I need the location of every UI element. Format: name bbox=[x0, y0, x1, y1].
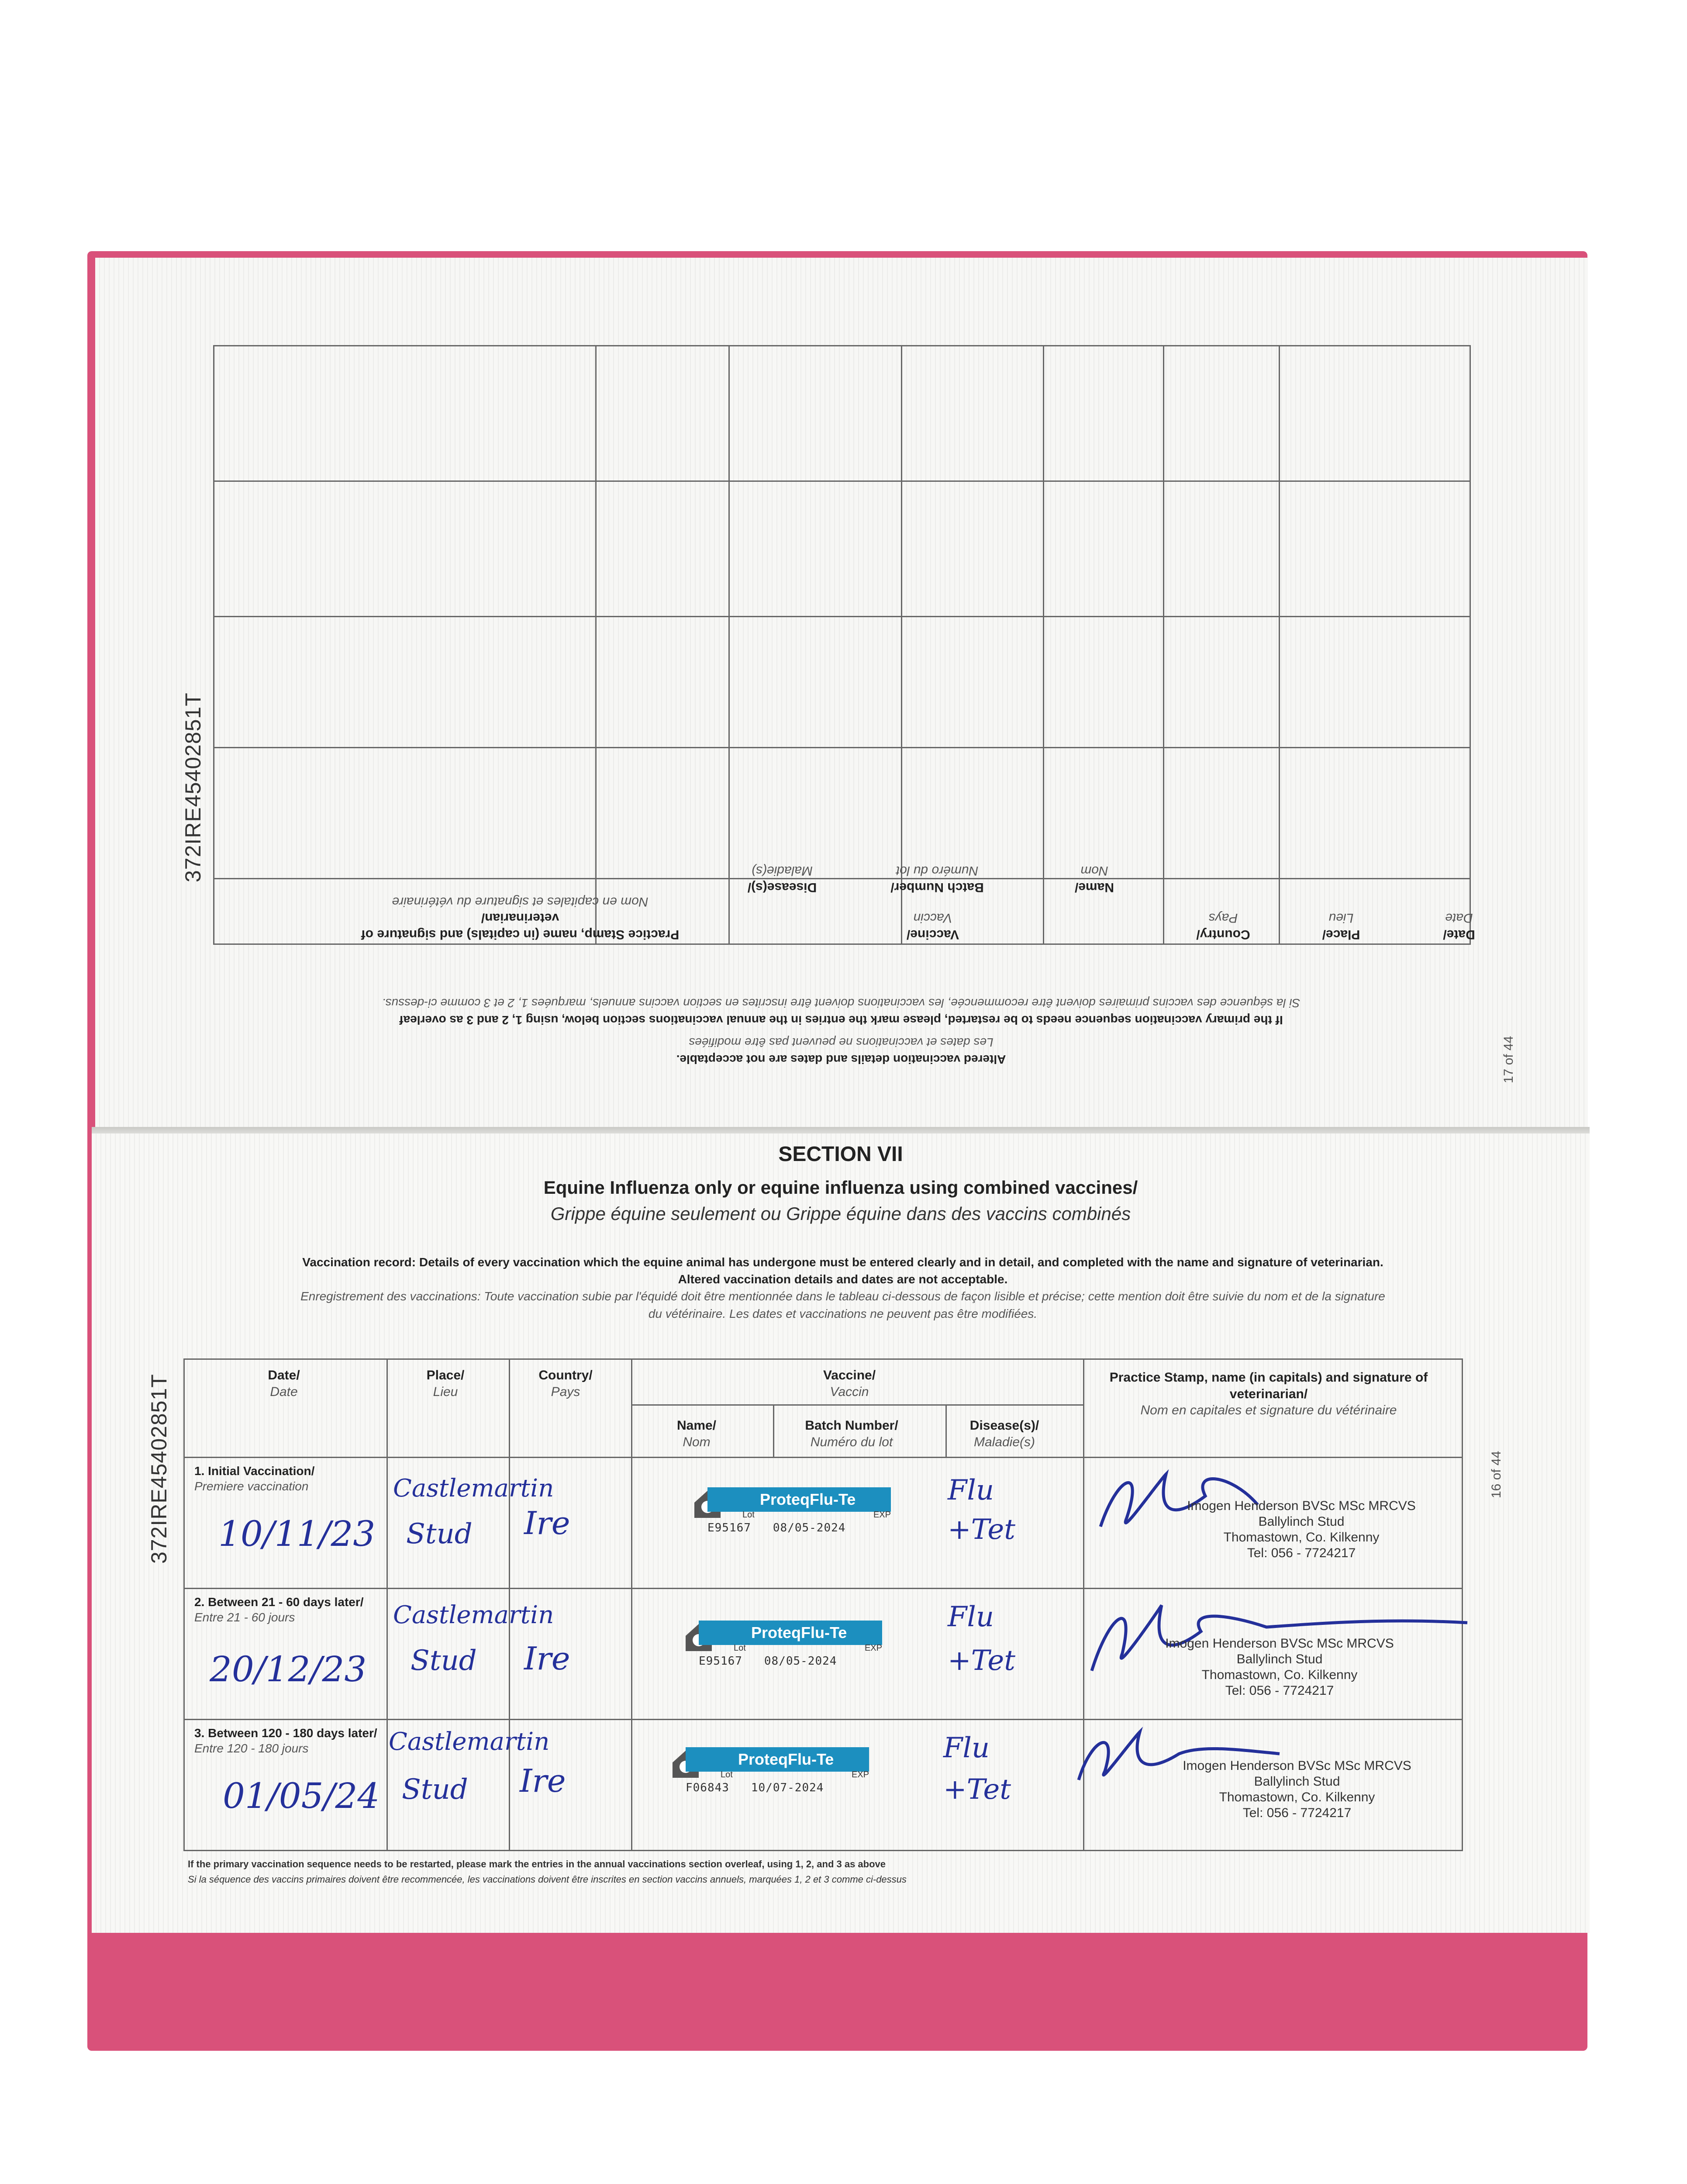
record-note-fr-1: Enregistrement des vaccinations: Toute vaccination subie par l'équidé doit être mentionnée dans le tableau ci-dessous de façon lisible et précise; cette mention doit être suivie du nom et de la signature bbox=[300, 1289, 1385, 1303]
upper-place-header bbox=[1287, 910, 1396, 943]
vet-town: Thomastown, Co. Kilkenny bbox=[1201, 1668, 1358, 1682]
disease-header bbox=[937, 1417, 1072, 1450]
disease-handwritten-2: +Tet bbox=[948, 1514, 1015, 1546]
vaccine-header bbox=[627, 1367, 1072, 1400]
upper-batch-label-fr: Numéro du lot bbox=[896, 864, 979, 878]
disease-handwritten: Flu bbox=[948, 1474, 994, 1507]
vet-stamp bbox=[1135, 1498, 1467, 1561]
vaccination-date: 01/05/24 bbox=[223, 1776, 380, 1816]
place-handwritten-2: Stud bbox=[402, 1773, 468, 1806]
batch-label-fr: Numéro du lot bbox=[810, 1434, 893, 1449]
upper-vaccine-label-fr: Vaccin bbox=[913, 911, 952, 926]
vet-name: Imogen Henderson BVSc MSc MRCVS bbox=[1183, 1759, 1411, 1773]
date-header bbox=[183, 1367, 384, 1400]
section-heading: SECTION VII bbox=[778, 1143, 903, 1166]
row-label-fr: Entre 120 - 180 jours bbox=[194, 1742, 309, 1755]
vaccination-date: 10/11/23 bbox=[218, 1514, 376, 1554]
country-handwritten: Ire bbox=[520, 1762, 566, 1799]
row-label-en: 3. Between 120 - 180 days later/ bbox=[194, 1726, 377, 1740]
vet-stud: Ballylinch Stud bbox=[1254, 1774, 1340, 1789]
upper-altered-note-en: Altered vaccination details and dates are not acceptable. bbox=[676, 1053, 1006, 1066]
upper-disease-label: Disease(s)/ bbox=[747, 880, 817, 895]
row-label-en: 2. Between 21 - 60 days later/ bbox=[194, 1595, 364, 1609]
batch-number: F06843 bbox=[686, 1781, 729, 1794]
name-label-fr: Nom bbox=[683, 1434, 711, 1449]
vet-stud: Ballylinch Stud bbox=[1258, 1514, 1345, 1529]
place-handwritten: Castlemartin bbox=[393, 1474, 554, 1503]
upper-date-header bbox=[1404, 910, 1514, 943]
sticker-batch-expiry bbox=[699, 1655, 882, 1668]
name-label: Name/ bbox=[676, 1418, 717, 1433]
sticker-exp-label: EXP bbox=[864, 1643, 882, 1653]
sticker-lot-label: Lot bbox=[734, 1643, 746, 1653]
disease-handwritten: Flu bbox=[948, 1601, 994, 1633]
upper-restart-note-fr: Si la séquence des vaccins primaires doivent être recommencée, les vaccinations doivent être inscrites en section vaccins annuels, marquées 1, 2 et 3 comme ci-dessus. bbox=[382, 996, 1301, 1010]
upper-restart-note-en: If the primary vaccination sequence needs to be restarted, please mark the entries in the annual vaccinations section below, using 1, 2 and 3 as overleaf bbox=[399, 1013, 1283, 1027]
upper-place-label-fr: Lieu bbox=[1328, 911, 1354, 926]
upper-name-label: Name/ bbox=[1074, 880, 1114, 895]
upper-batch-label: Batch Number/ bbox=[890, 880, 984, 895]
vet-tel: Tel: 056 - 7724217 bbox=[1247, 1546, 1356, 1560]
vet-name: Imogen Henderson BVSc MSc MRCVS bbox=[1165, 1636, 1394, 1651]
vet-stamp bbox=[1114, 1636, 1446, 1699]
upper-restart-note bbox=[208, 995, 1474, 1029]
vaccine-label-fr: Vaccin bbox=[830, 1384, 869, 1399]
place-handwritten-2: Stud bbox=[411, 1645, 477, 1677]
stamp-label-fr: Nom en capitales et signature du vétérinaire bbox=[1140, 1403, 1397, 1417]
upper-country-label-fr: Pays bbox=[1208, 911, 1238, 926]
place-header bbox=[386, 1367, 504, 1400]
upper-vaccine-header bbox=[714, 910, 1151, 943]
expiry-date: 08/05-2024 bbox=[773, 1521, 846, 1534]
vet-stamp bbox=[1131, 1758, 1463, 1821]
place-handwritten: Castlemartin bbox=[389, 1728, 550, 1756]
upper-page-inverted-text bbox=[95, 258, 1588, 1131]
sticker-brand: ProteqFlu-Te bbox=[699, 1621, 882, 1645]
section-title: Equine Influenza only or equine influenza using combined vaccines/ bbox=[543, 1177, 1138, 1198]
country-header bbox=[507, 1367, 624, 1400]
name-header bbox=[627, 1417, 766, 1450]
upper-country-header bbox=[1164, 910, 1282, 943]
expiry-date: 08/05-2024 bbox=[764, 1655, 837, 1668]
batch-label: Batch Number/ bbox=[805, 1418, 898, 1433]
vet-town: Thomastown, Co. Kilkenny bbox=[1223, 1530, 1380, 1545]
footer-note-fr: Si la séquence des vaccins primaires doivent être recommencée, les vaccinations doivent être inscrites en section vaccins annuels, marquées 1, 2 et 3 comme ci-dessus bbox=[188, 1874, 907, 1885]
country-label: Country/ bbox=[538, 1368, 593, 1382]
vaccination-date: 20/12/23 bbox=[210, 1649, 367, 1690]
vaccine-sticker bbox=[668, 1747, 869, 1817]
upper-country-label: Country/ bbox=[1196, 927, 1250, 942]
vet-tel: Tel: 056 - 7724217 bbox=[1242, 1806, 1352, 1820]
upper-stamp-label-fr: Nom en capitales et signature du vétérinaire bbox=[392, 895, 649, 909]
disease-label-fr: Maladie(s) bbox=[973, 1434, 1035, 1449]
vaccine-sticker bbox=[681, 1621, 882, 1690]
country-handwritten: Ire bbox=[524, 1505, 570, 1541]
upper-page bbox=[95, 258, 1588, 1131]
stamp-header bbox=[1074, 1369, 1463, 1419]
row-label bbox=[194, 1463, 378, 1494]
expiry-date: 10/07-2024 bbox=[751, 1781, 824, 1794]
row-label-fr: Entre 21 - 60 jours bbox=[194, 1610, 295, 1624]
serial-number-lower: 372IRE45402851T bbox=[147, 1374, 171, 1564]
vaccination-record-note bbox=[192, 1254, 1494, 1322]
vet-stud: Ballylinch Stud bbox=[1236, 1652, 1323, 1666]
batch-header bbox=[766, 1417, 937, 1450]
place-handwritten-2: Stud bbox=[406, 1518, 473, 1550]
vet-town: Thomastown, Co. Kilkenny bbox=[1219, 1790, 1375, 1804]
page-number-upper: 17 of 44 bbox=[1501, 1036, 1516, 1083]
vaccine-sticker bbox=[690, 1487, 891, 1557]
date-label: Date/ bbox=[268, 1368, 300, 1382]
upper-disease-label-fr: Maladie(s) bbox=[751, 864, 813, 878]
record-note-en-2: Altered vaccination details and dates are not acceptable. bbox=[678, 1272, 1008, 1286]
sticker-lot-label: Lot bbox=[721, 1770, 733, 1780]
row-label-fr: Premiere vaccination bbox=[194, 1479, 309, 1493]
disease-handwritten: Flu bbox=[943, 1732, 990, 1764]
sticker-batch-expiry bbox=[686, 1781, 869, 1794]
place-handwritten: Castlemartin bbox=[393, 1601, 554, 1629]
upper-altered-note bbox=[208, 1034, 1474, 1068]
serial-number-upper: 372IRE45402851T bbox=[181, 692, 205, 882]
record-note-en-1: Vaccination record: Details of every vaccination which the equine animal has undergone must be entered clearly and in detail, and completed with the name and signature of veterinarian. bbox=[302, 1255, 1383, 1269]
lower-page bbox=[92, 1133, 1590, 1933]
upper-date-label: Date/ bbox=[1443, 927, 1475, 942]
record-note-fr-2: du vétérinaire. Les dates et vaccinations ne peuvent pas être modifiées. bbox=[648, 1306, 1038, 1320]
upper-name-label-fr: Nom bbox=[1080, 864, 1108, 878]
section-title-fr: Grippe équine seulement ou Grippe équine dans des vaccins combinés bbox=[550, 1203, 1131, 1224]
row-label-en: 1. Initial Vaccination/ bbox=[194, 1464, 315, 1478]
country-label-fr: Pays bbox=[551, 1384, 580, 1399]
place-label-fr: Lieu bbox=[433, 1384, 458, 1399]
sticker-exp-label: EXP bbox=[873, 1510, 891, 1520]
page-number-lower: 16 of 44 bbox=[1489, 1451, 1504, 1498]
vet-tel: Tel: 056 - 7724217 bbox=[1225, 1683, 1334, 1698]
sticker-brand: ProteqFlu-Te bbox=[707, 1487, 891, 1512]
upper-altered-note-fr: Les dates et vaccinations ne peuvent pas être modifiées bbox=[689, 1035, 994, 1049]
row-label bbox=[194, 1594, 378, 1625]
vet-name: Imogen Henderson BVSc MSc MRCVS bbox=[1187, 1499, 1416, 1513]
batch-number: E95167 bbox=[699, 1655, 742, 1668]
row-label bbox=[194, 1725, 378, 1756]
country-handwritten: Ire bbox=[524, 1640, 570, 1677]
stamp-label: Practice Stamp, name (in capitals) and signature of veterinarian/ bbox=[1109, 1370, 1428, 1401]
upper-place-label: Place/ bbox=[1322, 927, 1360, 942]
upper-stamp-label: Practice Stamp, name (in capitals) and signature of veterinarian/ bbox=[361, 911, 680, 942]
upper-stamp-header bbox=[335, 894, 706, 943]
disease-handwritten-2: +Tet bbox=[948, 1645, 1015, 1677]
sticker-batch-expiry bbox=[707, 1521, 891, 1534]
sticker-lot-label: Lot bbox=[742, 1510, 755, 1520]
upper-date-label-fr: Date bbox=[1445, 911, 1473, 926]
upper-name-header bbox=[1029, 863, 1160, 895]
place-label: Place/ bbox=[426, 1368, 465, 1382]
footer-note-en: If the primary vaccination sequence needs to be restarted, please mark the entries in the annual vaccinations section overleaf, using 1, 2, and 3 as above bbox=[188, 1859, 886, 1870]
upper-batch-header bbox=[854, 863, 1020, 895]
upper-disease-header bbox=[719, 863, 845, 895]
sticker-exp-label: EXP bbox=[851, 1770, 869, 1780]
sticker-brand: ProteqFlu-Te bbox=[686, 1747, 869, 1772]
upper-vaccine-label: Vaccine/ bbox=[906, 927, 959, 942]
disease-handwritten-2: +Tet bbox=[943, 1773, 1011, 1806]
batch-number: E95167 bbox=[707, 1521, 751, 1534]
disease-label: Disease(s)/ bbox=[969, 1418, 1039, 1433]
vaccine-label: Vaccine/ bbox=[823, 1368, 876, 1382]
date-label-fr: Date bbox=[270, 1384, 298, 1399]
